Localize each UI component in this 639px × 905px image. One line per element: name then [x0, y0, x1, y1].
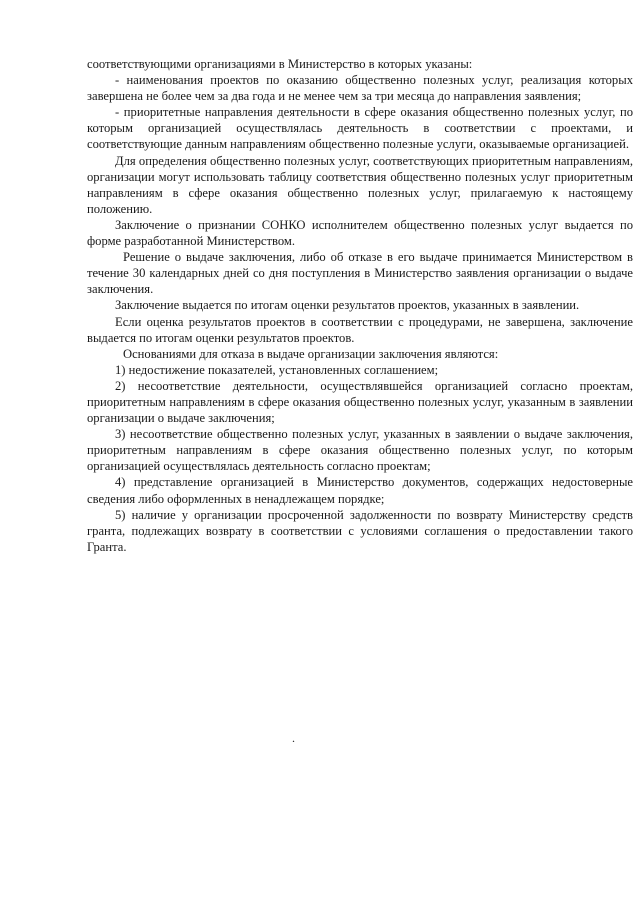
document-body — [87, 56, 633, 555]
list-item-project-names: - наименования проектов по оказанию общественно полезных услуг, реализация которых завершена не более чем за два года и не менее чем за три месяца до направления заявления; — [87, 73, 633, 104]
paragraph-issued-by-evaluation: Заключение выдается по итогам оценки результатов проектов, указанных в заявлении. — [115, 298, 580, 313]
refusal-ground-4: 4) представление организацией в Министерство документов, содержащих недостоверные сведения либо оформленных в ненадлежащем порядке; — [87, 475, 633, 506]
refusal-ground-5: 5) наличие у организации просроченной задолженности по возврату Министерству средств гранта, подлежащих возврату в соответствии с условиями соглашения о предоставлении такого Гранта. — [87, 507, 633, 554]
paragraph-definition-services: Для определения общественно полезных услуг, соответствующих приоритетным направлениям, организации могут использовать таблицу соответствия общественно полезных услуг приоритетным направлениям в сфере оказания общественно полезных услуг, прилагаемую к настоящему положению. — [87, 153, 633, 216]
paragraph-conclusion-form: Заключение о признании СОНКО исполнителем общественно полезных услуг выдается по форме разработанной Министерством. — [87, 217, 633, 249]
paragraph-refusal-grounds: Основаниями для отказа в выдаче организации заключения являются: — [123, 346, 499, 361]
paragraph-continuation: соответствующими организациями в Министерство в которых указаны: — [87, 57, 473, 71]
refusal-ground-1: 1) недостижение показателей, установленных соглашением; — [115, 362, 439, 377]
refusal-ground-2: 2) несоответствие деятельности, осуществлявшейся организацией согласно проектам, приоритетным направлениям в сфере оказания общественно полезных услуг, указанным в заявлении организации о выдаче заключения; — [87, 378, 633, 426]
paragraph-evaluation-not-complete: Если оценка результатов проектов в соответствии с процедурами, не завершена, заключение выдается по итогам оценки результатов проектов. — [87, 314, 633, 345]
refusal-ground-3: 3) несоответствие общественно полезных услуг, указанных в заявлении о выдаче заключения, приоритетным направлениям в сфере оказания общественно полезных услуг, по которым организацией осуществлялась деятельность согласно проектам; — [87, 427, 633, 474]
list-item-priority-directions: - приоритетные направления деятельности в сфере оказания общественно полезных услуг, по которым организацией осуществлялась деятельность в соответствии с проектами, и соответствующие данным направлениям общественно полезные услуги, оказываемые организацией. — [87, 105, 633, 152]
paragraph-decision-term: Решение о выдаче заключения, либо об отказе в его выдаче принимается Министерством в течение 30 календарных дней со дня поступления в Министерство заявления организации о выдаче заключения. — [87, 250, 633, 297]
stray-mark: . — [292, 731, 295, 745]
